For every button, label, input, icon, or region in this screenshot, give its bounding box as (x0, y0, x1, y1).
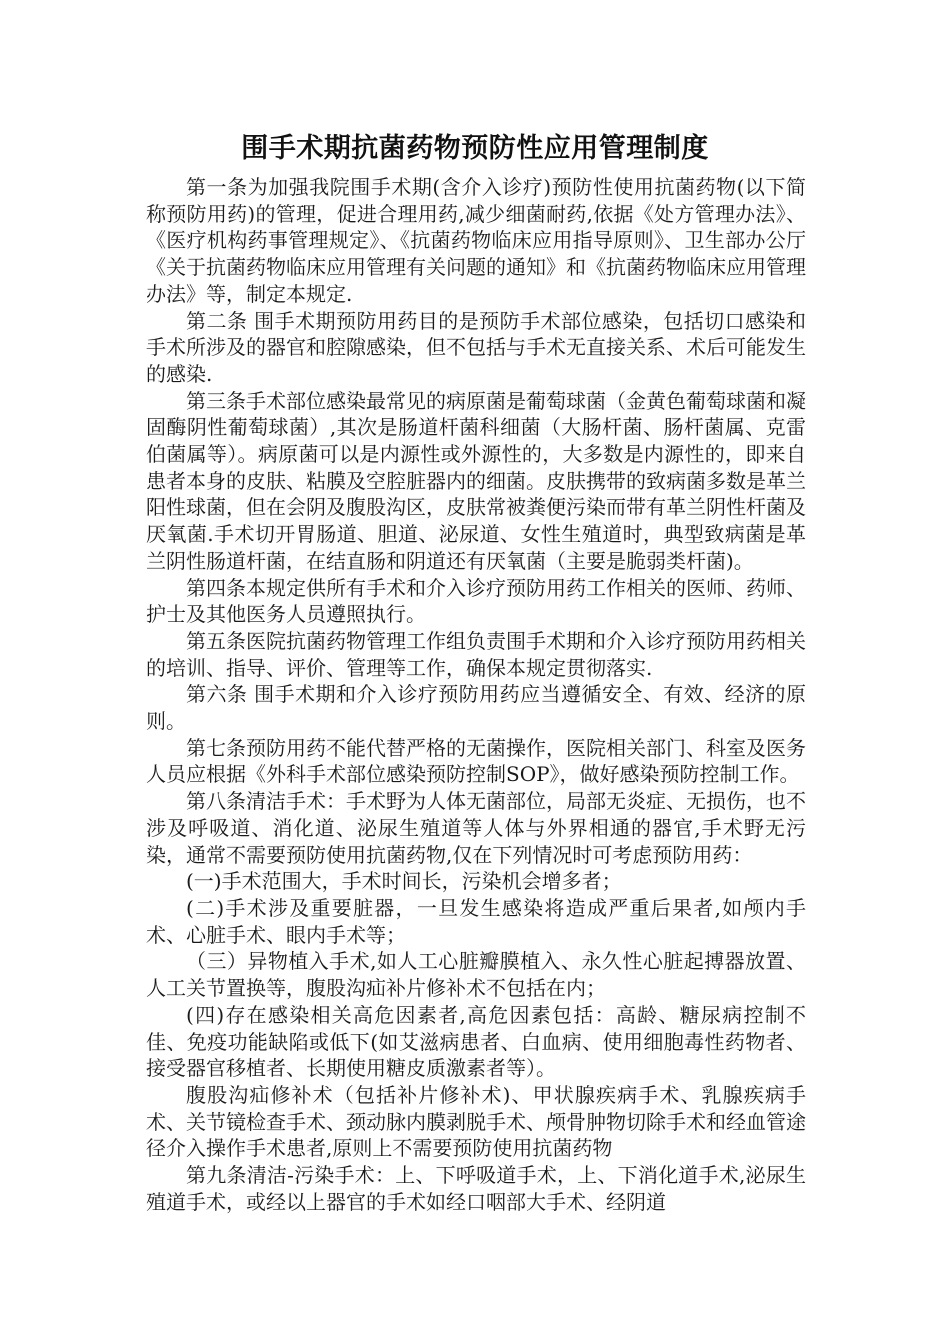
article-8-item-3: （三）异物植入手术,如人工心脏瓣膜植入、永久性心脏起搏器放置、人工关节置换等，腹股沟疝补片修补术不包括在内； (146, 949, 806, 1001)
document-body (146, 174, 806, 1215)
article-8-item-1: (一)手术范围大，手术时间长，污染机会增多者； (186, 869, 622, 894)
article-9-paragraph: 第九条清洁-污染手术：上、下呼吸道手术，上、下消化道手术,泌尿生殖道手术，或经以上器官的手术如经口咽部大手术、经阴道 (146, 1163, 806, 1214)
article-8-note-paragraph: 腹股沟疝修补术（包括补片修补术)、甲状腺疾病手术、乳腺疾病手术、关节镜检查手术、颈动脉内膜剥脱手术、颅骨肿物切除手术和经血管途径介入操作手术患者,原则上不需要预防使用抗菌药物 (146, 1082, 806, 1161)
article-1-paragraph: 第一条为加强我院围手术期(含介入诊疗)预防性使用抗菌药物(以下简称预防用药)的管理，促进合理用药,减少细菌耐药,依据《处方管理办法》、《医疗机构药事管理规定》、《抗菌药物临床应用指导原则》、卫生部办公厅《关于抗菌药物临床应用管理有关问题的通知》和《抗菌药物临床应用管理办法》等，制定本规定. (146, 175, 806, 306)
article-8-item-4: (四)存在感染相关高危因素者,高危因素包括：高龄、糖尿病控制不佳、免疫功能缺陷或低下(如艾滋病患者、白血病、使用细胞毒性药物者、接受器官移植者、长期使用糖皮质激素者等）。 (146, 1002, 806, 1081)
article-4-paragraph: 第四条本规定供所有手术和介入诊疗预防用药工作相关的医师、药师、护士及其他医务人员遵照执行。 (146, 575, 806, 627)
article-2-paragraph: 第二条 围手术期预防用药目的是预防手术部位感染，包括切口感染和手术所涉及的器官和腔隙感染，但不包括与手术无直接关系、术后可能发生的感染. (146, 308, 806, 386)
article-6-paragraph: 第六条 围手术期和介入诊疗预防用药应当遵循安全、有效、经济的原则。 (146, 682, 806, 734)
article-8-item-2: (二)手术涉及重要脏器，一旦发生感染将造成严重后果者,如颅内手术、心脏手术、眼内手术等； (146, 895, 806, 947)
document-title: 围手术期抗菌药物预防性应用管理制度 (241, 133, 709, 164)
article-8-paragraph: 第八条清洁手术：手术野为人体无菌部位，局部无炎症、无损伤，也不涉及呼吸道、消化道、泌尿生殖道等人体与外界相通的器官,手术野无污染，通常不需要预防使用抗菌药物,仅在下列情况时可考虑预防用药： (146, 789, 806, 867)
article-3-paragraph: 第三条手术部位感染最常见的病原菌是葡萄球菌（金黄色葡萄球菌和凝固酶阴性葡萄球菌）,其次是肠道杆菌科细菌（大肠杆菌、肠杆菌属、克雷伯菌属等）。病原菌可以是内源性或外源性的，大多数是内源性的，即来自患者本身的皮肤、粘膜及空腔脏器内的细菌。皮肤携带的致病菌多数是革兰阳性球菌，但在会阴及腹股沟区，皮肤常被粪便污染而带有革兰阴性杆菌及厌氧菌.手术切开胃肠道、胆道、泌尿道、女性生殖道时，典型致病菌是革兰阴性肠道杆菌，在结直肠和阴道还有厌氧菌（主要是脆弱类杆菌)。 (146, 388, 806, 573)
article-7-paragraph: 第七条预防用药不能代替严格的无菌操作，医院相关部门、科室及医务人员应根据《外科手术部位感染预防控制SOP》，做好感染预防控制工作。 (146, 735, 806, 787)
article-5-paragraph: 第五条医院抗菌药物管理工作组负责围手术期和介入诊疗预防用药相关的培训、指导、评价、管理等工作，确保本规定贯彻落实. (146, 628, 806, 680)
